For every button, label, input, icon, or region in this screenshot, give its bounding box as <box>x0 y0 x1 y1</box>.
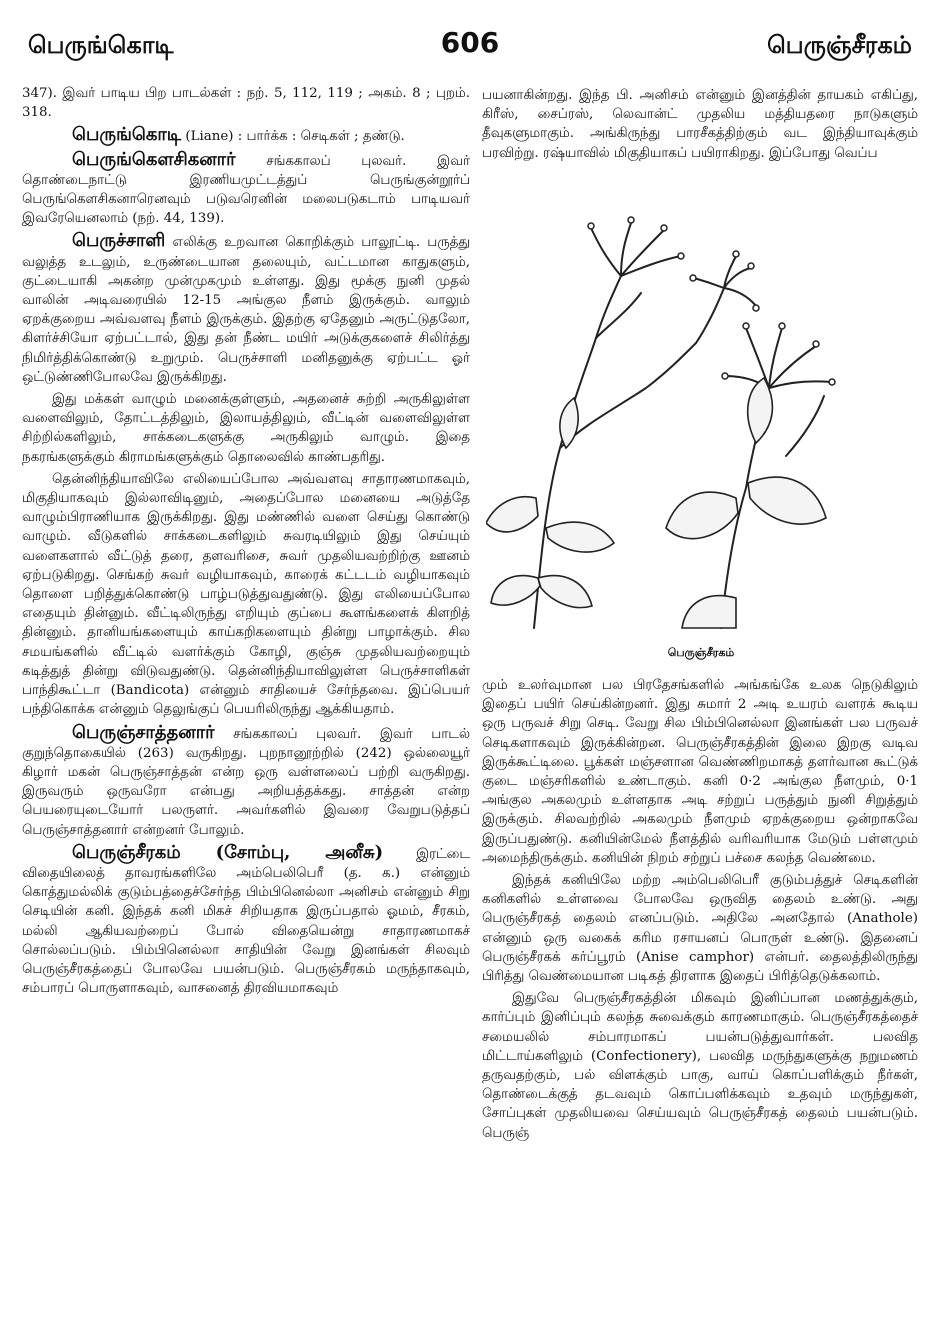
continued-paragraph: 347). இவர் பாடிய பிற பாடல்கள் : நற். 5, 112, 119 ; அகம். 8 ; புறம். 318. <box>22 86 470 121</box>
entry-text: (Liane) : பார்க்க : செடிகள் ; தண்டு. <box>181 129 405 145</box>
page-number: 606 <box>440 26 500 59</box>
left-column <box>22 84 470 998</box>
running-head-right: பெருஞ்சீரகம் <box>767 30 912 59</box>
entry-text: இரட்டை விதையிலைத் தாவரங்களிலே அம்பெலிபெரீ (த. க.) என்னும் கொத்துமல்லிக் குடும்பத்தைச்சேர்ந்த பிம்பினெல்லா அனிசம் என்னும் சிறு செடியின் கனி. இந்தக் கனி மிகச் சிறியதாக இருப்பதால் ஓமம், சீரகம், மல்லி ஆகியவற்றைப் போல் விதையென்று சாதாரணமாகச் சொல்லப்படும். பிம்பினெல்லா சாதியின் வேறு இனங்கள் சிலவும் பெருஞ்சீரகத்தைப் போலவே பயன்படும். பெருஞ்சீரகம் மருந்தாகவும், சம்பாரப் பொருளாகவும், வாசனைத் திரவியமாகவும் <box>22 846 470 997</box>
entry-peruchali <box>22 231 470 387</box>
headword: பெருஞ்சீரகம் (சோம்பு, அனீசு) <box>72 841 384 863</box>
right-column-bottom <box>482 676 918 1143</box>
headword: பெருங்கௌசிகனார் <box>72 148 236 170</box>
paragraph: இது மக்கள் வாழும் மனைக்குள்ளும், அதனைச் சுற்றி அருகிலுள்ள வளைவிலும், தோட்டத்திலும், இலாயத்திலும், வீட்டின் வளைவிலுள்ள சிற்றில்களிலும், சாக்கடைகளுக்கு அருகிலும் வாழும். இதை நகரங்களுக்கும் கிராமங்களுக்கும் தொலைவில் காண்பதரிது. <box>22 392 470 465</box>
paragraph: மும் உலர்வுமான பல பிரதேசங்களில் அங்கங்கே உலக நெடுகிலும் இதைப் பயிர் செய்கின்றனர். இது சுமார் 2 அடி உயரம் வளரக் கூடிய ஒரு பருவச் சிறு செடி. வேறு சில பிம்பினெல்லா இனங்கள் பல பருவச் செடிகளாகவும் இருக்கின்றன. பெருஞ்சீரகத்தின் இலை இறகு வடிவ இருக்கூட்டிலை. பூக்கள் மஞ்சளான வெண்ணிறமாகத் தளர்வான கூட்டுக் குடை மஞ்சரிகளில் உண்டாகும். கனி 0·2 அங்குல நீளமும், 0·1 அங்குல அகலமும் உள்ளதாக அடி சற்றுப் பருத்தும் நுனி சிறுத்தும் இருக்கும். சிலவற்றில் அகலமும் நீளமும் ஏறக்குறைய ஒன்றாகவே இருப்பதுண்டு. கனியின்மேல் நீளத்தில் வரிவரியாக மேடும் பள்ளமும் அமைந்திருக்கும். கனியின் நிறம் சற்றுப் பச்சை கலந்த வெண்மை. <box>482 678 918 866</box>
paragraph: இதுவே பெருஞ்சீரகத்தின் மிகவும் இனிப்பான மணத்துக்கும், கார்ப்பும் இனிப்பும் கலந்த சுவைக்கும் காரணமாகும். பெருஞ்சீரகத்தைச் சமையலில் சம்பாரமாகப் பயன்படுத்துவார்கள். பலவித மிட்டாய்களிலும் (Confectionery), பலவித மருந்துகளுக்கு நறுமணம் தருவதற்கும், பல் விளக்கும் பாகு, வாய் கொப்பளிக்கும் நீர்கள், தொண்டைக்குத் தடவவும் கொப்பளிக்கவும் உதவும் மருந்துகள், சோப்புகள் முதலியவை செய்யவும் பெருஞ்சீரகத் தைலம் பயன்படும். பெருஞ் <box>482 991 918 1141</box>
entry-text: சங்ககாலப் புலவர். இவர் தொண்டைநாட்டு இரணியமுட்டத்துப் பெருங்குன்றூர்ப் பெருங்கௌசிகனாரெனவும் படுவரெனின் மலைபடுகடாம் பாடியவர் இவரேயெனலாம் (நற். 44, 139). <box>22 153 470 227</box>
entry-perungodi <box>22 125 470 146</box>
anise-plant-illustration <box>486 198 916 634</box>
entry-perunjeeragam <box>22 843 470 999</box>
paragraph: இந்தக் கனியிலே மற்ற அம்பெலிபெரீ குடும்பத்துச் செடிகளின் கனிகளில் உள்ளவை போலவே ஒருவித தைலம் உண்டு. அது பெருஞ்சீரகத் தைலம் எனப்படும். அதிலே அனதோல் (Anathole) என்னும் ஒரு வகைக் கரிம ரசாயனப் பொருள் உண்டு. இதனைப் பெருஞ்சீரகக் கர்ப்பூரம் (Anise camphor) என்பர். தைலத்திலிருந்து பிரித்து வெண்மையான படிகத் திரளாக இதைப் பிரித்தெடுக்கலாம். <box>482 873 918 985</box>
entry-text: எலிக்கு உறவான கொறிக்கும் பாலூட்டி. பருத்து வலுத்த உடலும், உருண்டையான தலையும், வட்டமான காதுகளும், குட்டையாகி அகன்ற முன்முகமும் உள்ளது. இது மூக்கு நுனி முதல் வாலின் அடிவரையில் 12-15 அங்குல நீளம் இருக்கும். வாலும் ஏறக்குறைய அவ்வளவு நீளம் இருக்கும். இதற்கு ஏதேனும் அருட்டுதலோ, கிளர்ச்சியோ ஏற்பட்டால், இது தன் நீண்ட மயிர் அடுக்குகளைச் சிலிர்த்து நிமிர்த்திக்கொண்டு உறுமும். பெருச்சாளி மனிதனுக்கு ஏற்பட்ட ஓர் ஒட்டுண்ணிபோலவே இருக்கிறது. <box>22 235 470 385</box>
headword: பெருங்கொடி <box>72 124 182 146</box>
entry-text: சங்ககாலப் புலவர். இவர் பாடல் குறுந்தொகையில் (263) வருகிறது. புறநானூற்றில் (242) ஒல்லையூர் கிழார் மகன் பெருஞ்சாத்தன் என்ற ஒரு வள்ளலைப் பற்றி வருகிறது. இருவரும் ஒருவரோ என்பது அறியத்தக்கது. சாத்தன் என்ற பெயரையுடையோர் பலருளர். அவர்களில் இவரை வேறுபடுத்தப் பெருஞ்சாத்தனார் என்றனர் போலும். <box>22 726 470 838</box>
headword: பெருச்சாளி <box>72 230 166 252</box>
figure-caption: பெருஞ்சீரகம் <box>667 646 735 659</box>
paragraph: தென்னிந்தியாவிலே எலியைப்போல அவ்வளவு சாதாரணமாகவும், மிகுதியாகவும் இல்லாவிடினும், அதைப்போல மனையை அடுத்தே வாழும்பிராணியாக இருக்கிறது. இது மண்ணில் வளை செய்து கொண்டு வாழும். வீடுகளில் சாக்கடைகளிலும் சுவரடியிலும் இது செய்யும் வளைகளால் வீட்டுத் தரை, தளவரிசை, சுவர் முதலியவற்றிற்கு ஊனம் ஏற்படுகிறது. செங்கற் சுவர் வழியாகவும், காரைக் கட்டடம் வழியாகவும் தொளை பறித்துக்கொண்டு பாழ்படுத்துவதுண்டு. இது எலியைப்போல எதையும் தின்னும். வீட்டிலிருந்து எறியும் குப்பை கூளங்களைக் கிளறித் தின்னும். தானியங்களையும் காய்கறிகளையும் தின்று பாழாக்கும். சில சமயங்களில் வீட்டில் வளர்க்கும் கோழி, குஞ்சு முதலியவற்றையும் கடித்துத் தின்று விடுவதுண்டு. தென்னிந்தியாவிலுள்ள பெருச்சாளிகள் பாந்திகூட்டா (Bandicota) என்னும் சாதியைச் சேர்ந்தவை. இப்பெயர் பந்திகொக்க என்னும் தெலுங்குப் பெயரிலிருந்து ஆக்கியதாம். <box>22 471 470 718</box>
paragraph: பயனாகின்றது. இந்த பி. அனிசம் என்னும் இனத்தின் தாயகம் எகிப்து, கிரீஸ், சைப்ரஸ், லெவான்ட் முதலிய மத்தியதரை நாடுகளும் தீவுகளுமாகும். அங்கிருந்து பாரசீகத்திற்கும் வட இந்தியாவுக்கும் பரவிற்று. ரஷ்யாவில் மிகுதியாகப் பயிராகிறது. இப்போது வெப்ப <box>482 88 918 161</box>
page-header <box>28 26 912 66</box>
entry-perungausikanar <box>22 150 470 229</box>
entry-perunchathanar <box>22 723 470 840</box>
right-column-top <box>482 86 918 163</box>
running-head-left: பெருங்கொடி <box>28 30 174 59</box>
headword: பெருஞ்சாத்தனார் <box>72 721 215 743</box>
